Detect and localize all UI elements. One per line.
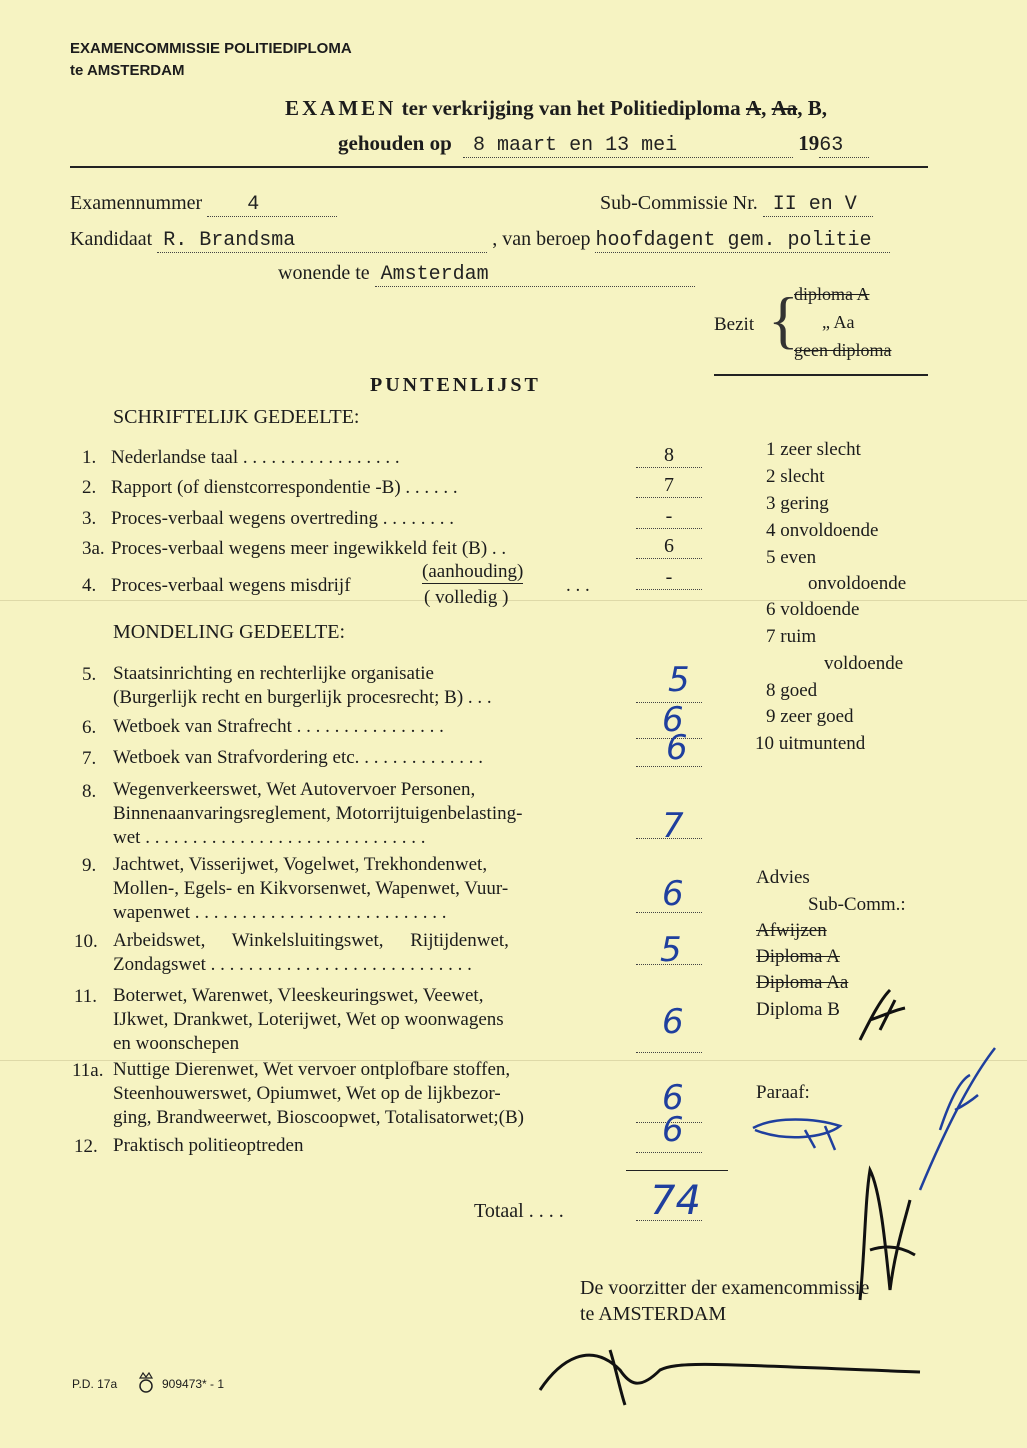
score-10: 5: [660, 930, 682, 970]
score-11a: 6: [662, 1078, 684, 1118]
item-number: 7.: [82, 748, 97, 769]
residence-label: wonende te: [278, 262, 370, 284]
oral-item-12: Praktisch politieoptreden: [113, 1135, 304, 1156]
oral-item-5: Staatsinrichting en rechterlijke organisatie (Burgerlijk recht en burgerlijk procesrecht; B) . . .: [113, 663, 492, 708]
form-code: P.D. 17a: [72, 1377, 118, 1391]
total-label-line: Totaal . . . .: [474, 1200, 564, 1222]
score-5: 5: [668, 660, 690, 700]
chairman-signature-icon: [530, 1330, 930, 1410]
held-line: [338, 131, 869, 158]
profession-label: , van beroep: [492, 228, 591, 250]
item-number: 5.: [82, 664, 97, 685]
candidate-label: Kandidaat: [70, 228, 153, 250]
score-12: 6: [662, 1110, 684, 1150]
advice-reject-struck: Afwijzen: [756, 920, 827, 941]
oral-heading: MONDELING GEDEELTE:: [113, 621, 346, 643]
total-score: 74: [650, 1178, 701, 1224]
advice-sub-label: Sub-Comm.:: [808, 894, 906, 915]
oral-item-9: Jachtwet, Visserijwet, Vogelwet, Trekhondenwet, Mollen-, Egels- en Kikvorsenwet, Wapenwet, Vuur- wapenwet . . . . . . . . . . . . . . . . . . . . . . . . . . .: [113, 854, 509, 923]
diploma-a-struck: A: [745, 96, 762, 120]
crown-emblem-icon: [136, 1370, 156, 1396]
scale-item: 3 gering: [766, 493, 829, 514]
item-number: 10.: [74, 931, 98, 952]
advice-diploma-b: Diploma B: [756, 999, 840, 1020]
advice-label: Advies: [756, 867, 810, 888]
scale-item: voldoende: [824, 653, 904, 674]
scale-item: 1 zeer slecht: [766, 439, 861, 460]
written-item-4: Proces-verbaal wegens misdrijf: [111, 575, 351, 596]
residence-value: Amsterdam: [375, 263, 695, 287]
bezit-option-none: geen diploma: [794, 340, 892, 360]
diploma-aa-struck: Aa: [771, 96, 798, 120]
leader-dots: . . .: [566, 575, 590, 596]
scale-item: 6 voldoende: [766, 599, 860, 620]
held-label: gehouden op: [338, 131, 452, 155]
paraph-signature-icon: [745, 1108, 855, 1158]
subcommission-line: [600, 192, 873, 217]
item-number: 2.: [82, 477, 97, 498]
item-number: 4.: [82, 575, 97, 596]
oral-item-8: Wegenverkeerswet, Wet Autovervoer Personen, Binnenaanvaringsreglement, Motorrijtuigenbelasting- wet . . . . . . . . . . . . . . . . . . . . . . . . . . . . . .: [113, 779, 523, 848]
scorelist-title: PUNTENLIJST: [370, 374, 541, 396]
subcommission-value: II en V: [763, 193, 873, 217]
item-number: 12.: [74, 1136, 98, 1157]
score-3a: 6: [636, 535, 702, 559]
committee-city: te AMSTERDAM: [70, 62, 185, 79]
advice-diploma-a-struck: Diploma A: [756, 946, 840, 967]
oral-item-11a: Nuttige Dierenwet, Wet vervoer ontplofbare stoffen, Steenhouwerswet, Opiumwet, Wet op de lijkbezor- ging, Brandweerwet, Bioscoopwet, Totalisatorwet;(B): [113, 1059, 524, 1128]
subcommission-label: Sub-Commissie Nr.: [600, 192, 758, 214]
written-item-3: Proces-verbaal wegens overtreding . . . . . . . .: [111, 508, 454, 529]
exam-title: ter verkrijging van het Politiediploma: [401, 96, 741, 120]
exam-word: EXAMEN: [285, 96, 397, 120]
scale-item: 8 goed: [766, 680, 818, 701]
scale-item: 4 onvoldoende: [766, 520, 879, 541]
score-9: 6: [662, 874, 684, 914]
exam-title-line: EXAMEN ter verkrijging van het Politiediploma A, Aa, B,: [285, 96, 828, 120]
score-11: 6: [662, 1002, 684, 1042]
print-code: 909473* - 1: [162, 1377, 225, 1391]
scale-item: 7 ruim: [766, 626, 817, 647]
item-number: 11.: [74, 986, 98, 1007]
residence-line: [278, 262, 695, 287]
item-number: 6.: [82, 717, 97, 738]
written-item-2: Rapport (of dienstcorrespondentie -B) . . . . . .: [111, 477, 458, 498]
score-8: 7: [662, 806, 684, 846]
scale-item: 2 slecht: [766, 466, 825, 487]
fraction-top: (aanhouding): [422, 561, 524, 582]
score-4: -: [636, 566, 702, 590]
total-rule: [626, 1170, 728, 1171]
held-dates: 8 maart en 13 mei: [463, 134, 793, 158]
written-item-3a: Proces-verbaal wegens meer ingewikkeld feit (B) . .: [111, 538, 507, 559]
advice-diploma-aa-struck: Diploma Aa: [756, 972, 849, 993]
oral-item-10: Arbeidswet, Winkelsluitingswet, Rijtijdenwet, Zondagswet . . . . . . . . . . . . . . . . . . . . . . . . . . . .: [113, 930, 509, 975]
scale-item: 10 uitmuntend: [755, 733, 866, 754]
oral-item-6: Wetboek van Strafrecht . . . . . . . . . . . . . . . .: [113, 716, 444, 737]
bezit-option-a: diploma A: [794, 284, 870, 304]
diploma-b: , B,: [797, 96, 828, 120]
score-1: 8: [636, 444, 702, 468]
bezit-rule: [714, 374, 928, 376]
score-7: 6: [666, 728, 688, 768]
item-number: 3.: [82, 508, 97, 529]
score-2: 7: [636, 474, 702, 498]
committee-name: EXAMENCOMMISSIE POLITIEDIPLOMA: [70, 40, 352, 57]
item-number: 8.: [82, 781, 97, 802]
paraph-label: Paraaf:: [756, 1082, 810, 1103]
exam-number: 4: [207, 193, 337, 217]
scale-item: 5 even: [766, 547, 817, 568]
profession-value: hoofdagent gem. politie: [595, 229, 890, 253]
chairman-title: De voorzitter der examencommissie: [580, 1277, 870, 1299]
score-3: -: [636, 505, 702, 529]
bezit-label: Bezit: [714, 314, 755, 335]
scale-item: 9 zeer goed: [766, 706, 854, 727]
chairman-city: te AMSTERDAM: [580, 1303, 727, 1325]
item-number: 3a.: [82, 538, 105, 559]
scale-item: onvoldoende: [808, 573, 907, 594]
paper-fold: [0, 600, 1027, 601]
year-prefix: 19: [798, 131, 820, 155]
item-number: 11a.: [72, 1060, 104, 1081]
bezit-brace: {: [768, 284, 799, 355]
total-label: Totaal: [474, 1200, 524, 1222]
exam-number-label: Examennummer: [70, 192, 203, 214]
candidate-name: R. Brandsma: [157, 229, 487, 253]
oral-item-7: Wetboek van Strafvordering etc. . . . . . . . . . . . . .: [113, 747, 483, 768]
candidate-line: [70, 228, 890, 253]
score-6: 6: [662, 700, 684, 740]
bezit-option-aa: „ Aa: [822, 312, 855, 332]
item-number: 9.: [82, 855, 97, 876]
fraction-bottom: ( volledig ): [424, 587, 509, 608]
item-number: 1.: [82, 447, 97, 468]
written-item-1: Nederlandse taal . . . . . . . . . . . . . . . . .: [111, 447, 400, 468]
year-suffix: 63: [819, 134, 869, 158]
oral-item-11: Boterwet, Warenwet, Vleeskeuringswet, Veewet, IJkwet, Drankwet, Loterijwet, Wet op woonwagens en woonschepen: [113, 985, 504, 1054]
exam-number-line: [70, 192, 337, 217]
header-rule: [70, 166, 928, 168]
written-heading: SCHRIFTELIJK GEDEELTE:: [113, 406, 360, 428]
